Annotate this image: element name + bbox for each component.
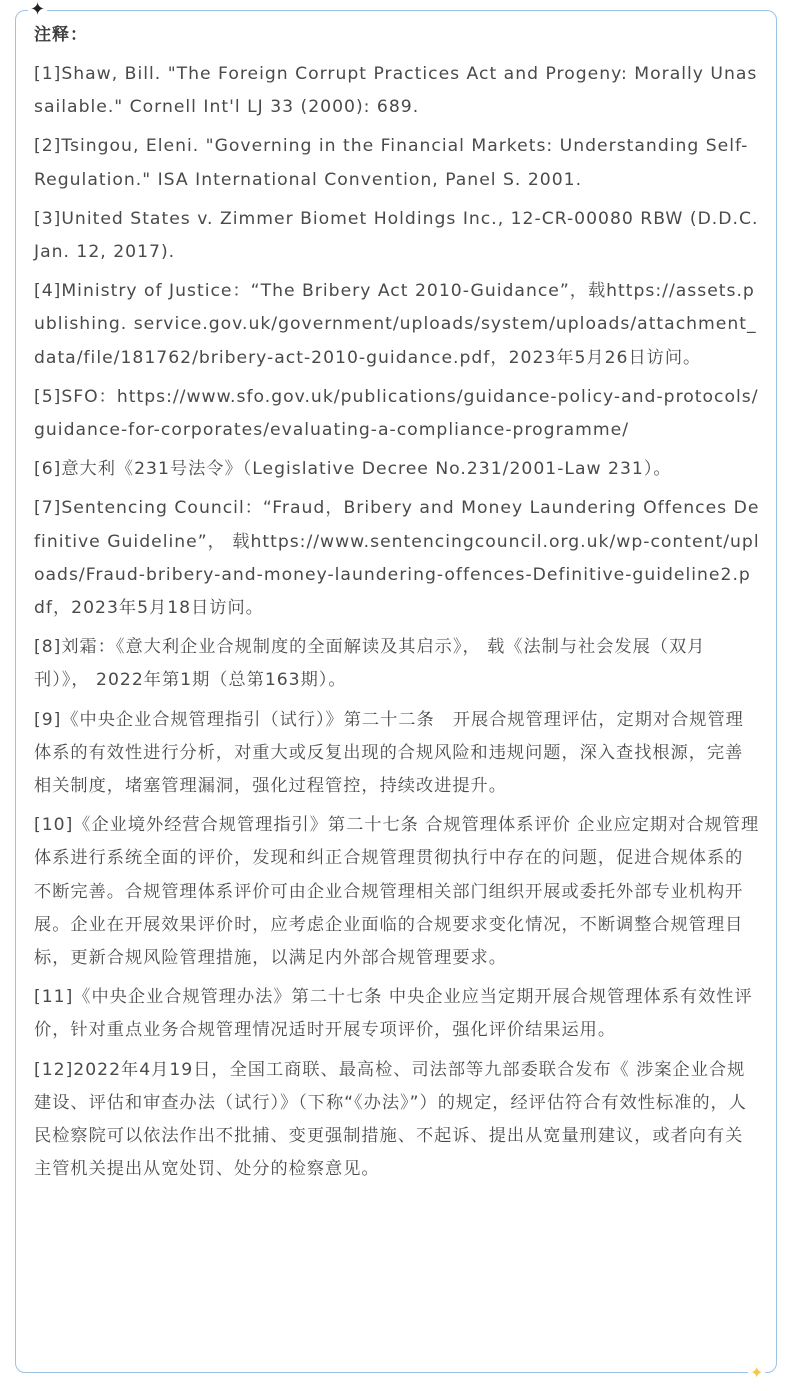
notes-heading: 注释： [34,25,88,45]
note-item: [7]Sentencing Council：“Fraud，Bribery and Money Laundering Offences Definitive Guideline”， 载https://www.sentencingcouncil.org.uk/wp-content/uploads/Fraud-bribery-and-money-laundering-offences-Definitive-guideline2.pdf，2023年5月18日访问。 [34,498,760,619]
note-item: [2]Tsingou, Eleni. "Governing in the Financial Markets: Understanding Self-Regulation." ISA International Convention, Panel S. 2001. [34,136,749,190]
sparkle-icon: ✦ [750,1363,764,1382]
note-item: [12]2022年4月19日，全国工商联、最高检、司法部等九部委联合发布《 涉案企业合规建设、评估和审查办法（试行）》（下称“《办法》”）的规定，经评估符合有效性标准的，人民检察院可以依法作出不批捕、变更强制措施、不起诉、提出从宽量刑建议，或者向有关主管机关提出从宽处罚、处分的检察意见。 [34,1059,747,1180]
note-item: [11]《中央企业合规管理办法》第二十七条 中央企业应当定期开展合规管理体系有效性评价，针对重点业务合规管理情况适时开展专项评价，强化评价结果运用。 [34,987,753,1041]
note-item: [9]《中央企业合规管理指引（试行）》第二十二条 开展合规管理评估，定期对合规管理体系的有效性进行分析，对重大或反复出现的合规风险和违规问题，深入查找根源，完善相关制度，堵塞管理漏洞，强化过程管控，持续改进提升。 [34,709,744,797]
note-item: [1]Shaw, Bill. "The Foreign Corrupt Practices Act and Progeny: Morally Unassailable." Cornell Int'l LJ 33 (2000): 689. [34,64,758,118]
sparkle-icon: ✦ [30,0,46,20]
notes-section [34,18,760,1193]
note-item: [5]SFO：https://www.sfo.gov.uk/publications/guidance-policy-and-protocols/guidance-for-corporates/evaluating-a-compliance-programme/ [34,386,759,441]
note-item: [10]《企业境外经营合规管理指引》第二十七条 合规管理体系评价 企业应定期对合规管理体系进行系统全面的评价，发现和纠正合规管理贯彻执行中存在的问题，促进合规体系的不断完善。合规管理体系评价可由企业合规管理相关部门组织开展或委托外部专业机构开展。企业在开展效果评价时，应考虑企业面临的合规要求变化情况，不断调整合规管理目标，更新合规风险管理措施，以满足内外部合规管理要求。 [34,815,760,969]
note-item: [8]刘霜：《意大利企业合规制度的全面解读及其启示》， 载《法制与社会发展（双月刊）》， 2022年第1期（总第163期）。 [34,637,706,691]
note-item: [4]Ministry of Justice：“The Bribery Act 2010-Guidance”，载https://assets.publishing. service.gov.uk/government/uploads/system/uploads/attachment_data/file/181762/bribery-act-2010-guidance.pdf，2023年5月26日访问。 [34,281,757,368]
note-item: [6]意大利《231号法令》（Legislative Decree No.231/2001-Law 231）。 [34,459,672,480]
note-item: [3]United States v. Zimmer Biomet Holdings Inc., 12-CR-00080 RBW (D.D.C. Jan. 12, 2017). [34,208,759,263]
